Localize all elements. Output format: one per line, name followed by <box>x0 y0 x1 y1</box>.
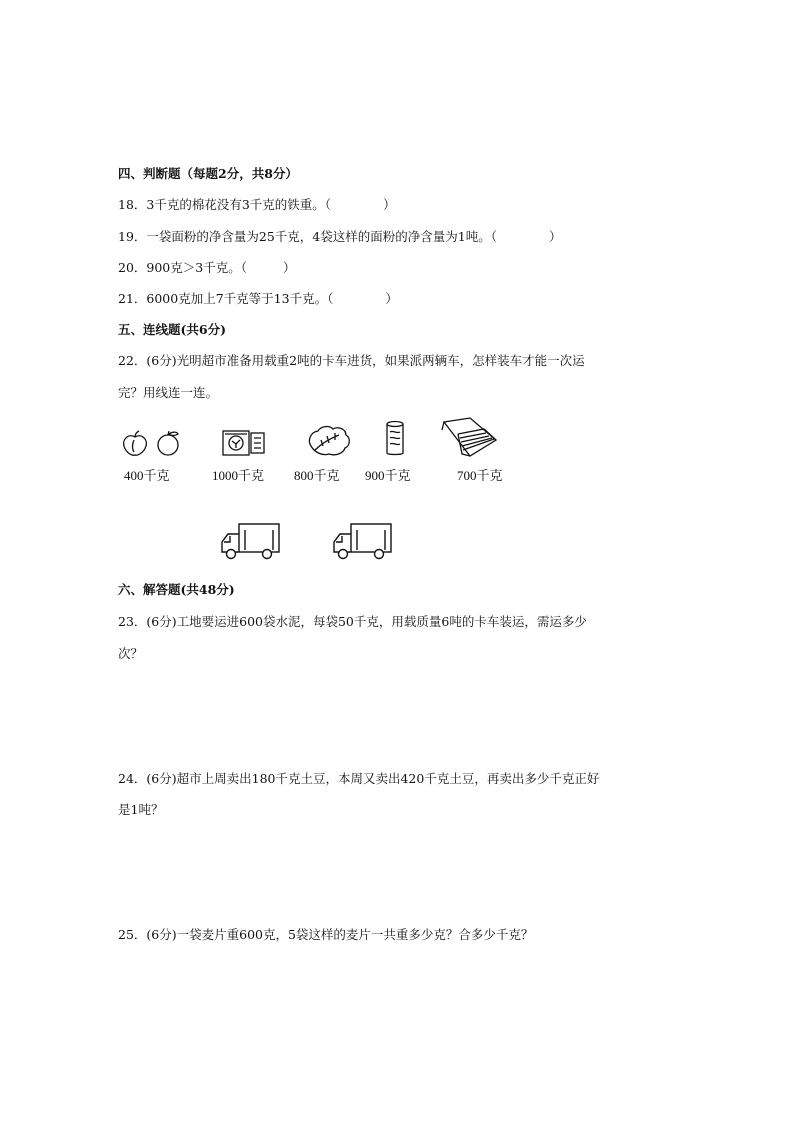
section-4-title: 四、判断题（每题2分，共8分） <box>118 166 298 181</box>
question-24-line-2: 是1吨？ <box>118 802 164 817</box>
question-22-line-2: 完？用线连一连。 <box>118 385 219 400</box>
question-20-text: 20．900克＞3千克。（ <box>118 260 247 275</box>
question-19 <box>118 229 561 245</box>
drink-can-icon <box>382 420 408 458</box>
truck-icon[interactable] <box>331 522 393 562</box>
weight-label: 800千克 <box>294 468 340 483</box>
weight-label: 900千克 <box>365 468 411 483</box>
question-21-text: 21．6000克加上7千克等于13千克。（ <box>118 291 334 306</box>
question-19-text: 19．一袋面粉的净含量为25千克，4袋这样的面粉的净含量为1吨。（ <box>118 229 497 244</box>
question-22-line-1: 22．(6分)光明超市准备用载重2吨的卡车进货，如果派两辆车，怎样装车才能一次运 <box>118 353 585 368</box>
section-6-title: 六、解答题(共48分) <box>118 582 235 597</box>
weight-label: 400千克 <box>124 468 170 483</box>
question-20 <box>118 260 295 276</box>
question-20-close: ） <box>282 260 296 275</box>
section-5-title: 五、连线题(共6分) <box>118 322 227 337</box>
question-21-close: ） <box>385 291 398 306</box>
book-icon <box>440 416 500 460</box>
question-25-line-1: 25．(6分)一袋麦片重600克，5袋这样的麦片一共重多少克？合多少千克？ <box>118 927 534 942</box>
question-24-line-1: 24．(6分)超市上周卖出180千克土豆，本周又卖出420千克土豆，再卖出多少千克正好 <box>118 771 600 786</box>
truck-icon[interactable] <box>219 522 281 562</box>
cabbage-icon <box>305 424 353 458</box>
question-18-close: ） <box>383 197 396 212</box>
question-18-text: 18．3千克的棉花没有3千克的铁重。（ <box>118 197 332 212</box>
question-21 <box>118 291 398 307</box>
weight-label: 1000千克 <box>212 468 265 483</box>
question-23-line-2: 次？ <box>118 646 144 661</box>
question-23-line-1: 23．(6分)工地要运进600袋水泥，每袋50千克，用载质量6吨的卡车装运，需运多少 <box>118 614 587 629</box>
ledger-icon <box>221 428 267 458</box>
question-19-close: ） <box>548 229 562 244</box>
fruit-icon <box>120 428 184 458</box>
weight-label: 700千克 <box>457 468 503 483</box>
question-18 <box>118 197 396 213</box>
